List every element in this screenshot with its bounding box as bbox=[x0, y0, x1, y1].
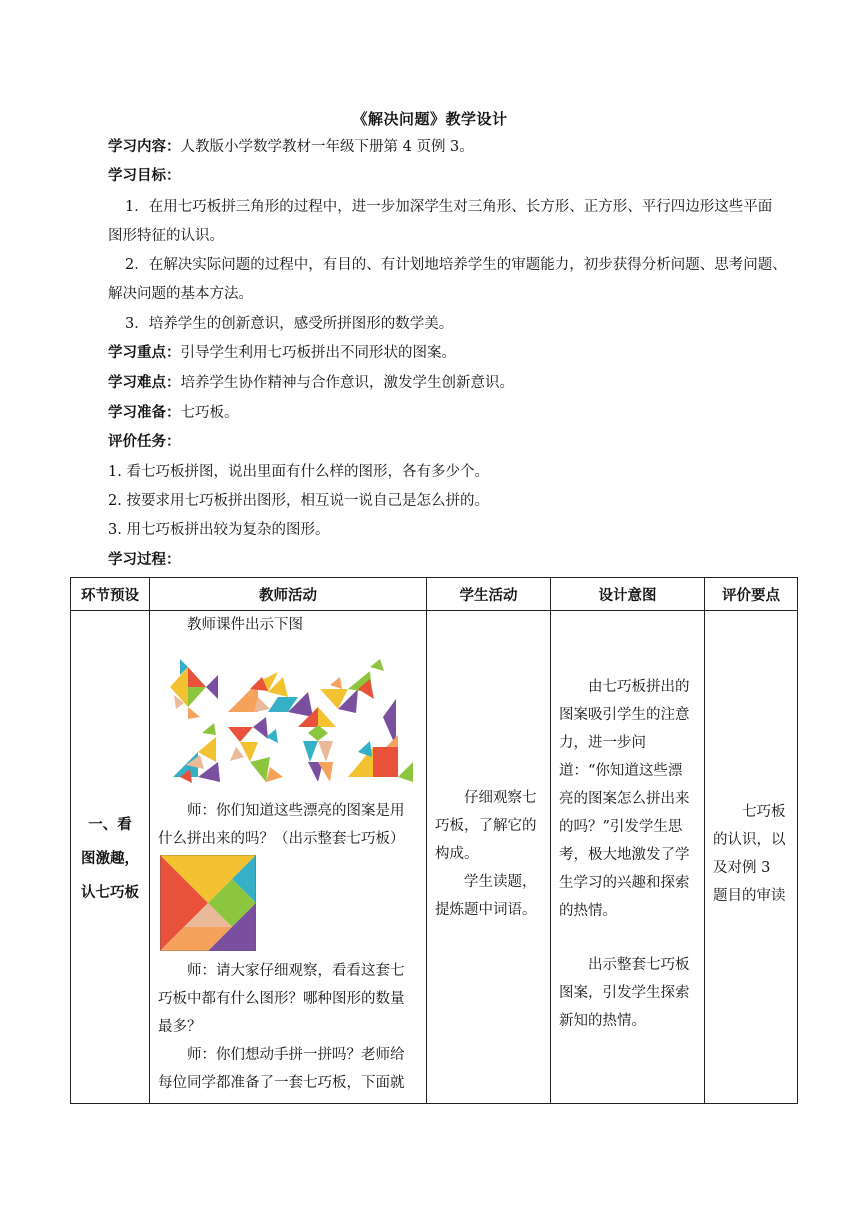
teacher-cell bbox=[150, 611, 427, 1104]
intent-cell bbox=[551, 611, 705, 1104]
header-eval: 评价要点 bbox=[705, 578, 798, 611]
header-stage: 环节预设 bbox=[71, 578, 150, 611]
goal-line: 图形特征的认识。 bbox=[108, 228, 224, 244]
prep-line bbox=[108, 402, 790, 424]
goals-label: 学习目标： bbox=[108, 167, 181, 184]
goal-line: 3．培养学生的创新意识，感受所拼图形的数学美。 bbox=[125, 316, 454, 332]
content-label: 学习内容： bbox=[108, 138, 181, 155]
content-text: 人教版小学数学教材一年级下册第 4 页例 3。 bbox=[180, 139, 474, 155]
lesson-table bbox=[70, 577, 798, 1104]
prep-text: 七巧板。 bbox=[180, 405, 239, 421]
header-intent: 设计意图 bbox=[551, 578, 705, 611]
evaluation-item: 1. 看七巧板拼图，说出里面有什么样的图形，各有多少个。 bbox=[108, 464, 489, 480]
goal-line: 1．在用七巧板拼三角形的过程中，进一步加深学生对三角形、长方形、正方形、平行四边形这些平面 bbox=[125, 199, 773, 215]
student-cell bbox=[427, 611, 551, 1104]
eval-text: 七巧板的认识，以及对例 3 题目的审读 bbox=[713, 804, 786, 904]
tangram-figures-image bbox=[158, 637, 418, 797]
prep-label: 学习准备： bbox=[108, 404, 181, 421]
evaluation-item: 3. 用七巧板拼出较为复杂的图形。 bbox=[108, 522, 330, 538]
difficulty-text: 培养学生协作精神与合作意识，激发学生创新意识。 bbox=[180, 375, 514, 391]
content-line bbox=[108, 136, 790, 158]
header-teacher: 教师活动 bbox=[150, 578, 427, 611]
intent-p1: 由七巧板拼出的图案吸引学生的注意力，进一步问道：“你知道这些漂亮的图案怎么拼出来的吗？”引发学生思考，极大地激发了学生学习的兴趣和探索的热情。 bbox=[559, 679, 690, 919]
goal-line: 解决问题的基本方法。 bbox=[108, 286, 253, 302]
tangram-set-image bbox=[160, 855, 256, 951]
difficulty-line bbox=[108, 372, 790, 394]
teacher-p1: 教师课件出示下图 bbox=[187, 617, 303, 633]
stage-cell bbox=[71, 611, 150, 1104]
goal-line: 2．在解决实际问题的过程中，有目的、有计划地培养学生的审题能力，初步获得分析问题、思考问题、 bbox=[125, 257, 787, 273]
table-row bbox=[71, 611, 798, 1104]
key-point-text: 引导学生利用七巧板拼出不同形状的图案。 bbox=[180, 345, 456, 361]
key-point-label: 学习重点： bbox=[108, 344, 181, 361]
process-label: 学习过程： bbox=[108, 551, 181, 568]
evaluation-label: 评价任务： bbox=[108, 433, 181, 450]
teacher-p2: 师：你们知道这些漂亮的图案是用什么拼出来的吗？（出示整套七巧板） bbox=[158, 803, 405, 847]
header-student: 学生活动 bbox=[427, 578, 551, 611]
teacher-p3: 师：请大家仔细观察，看看这套七巧板中都有什么图形？哪种图形的数量最多？ bbox=[158, 963, 405, 1035]
key-point-line bbox=[108, 342, 790, 364]
document-title: 《解决问题》教学设计 bbox=[352, 110, 508, 128]
stage-line: 认七巧板 bbox=[81, 884, 139, 901]
eval-cell bbox=[705, 611, 798, 1104]
evaluation-item: 2. 按要求用七巧板拼出图形，相互说一说自己是怎么拼的。 bbox=[108, 493, 489, 509]
student-p1: 仔细观察七巧板，了解它的构成。 bbox=[435, 790, 537, 862]
student-p2: 学生读题，提炼题中词语。 bbox=[435, 874, 537, 918]
table-header-row bbox=[71, 578, 798, 611]
stage-line: 图激趣， bbox=[81, 850, 139, 867]
stage-line: 一、看 bbox=[88, 816, 132, 833]
intent-p2: 出示整套七巧板图案，引发学生探索新知的热情。 bbox=[559, 957, 690, 1029]
difficulty-label: 学习难点： bbox=[108, 374, 181, 391]
teacher-p4: 师：你们想动手拼一拼吗？老师给每位同学都准备了一套七巧板，下面就 bbox=[158, 1047, 405, 1091]
